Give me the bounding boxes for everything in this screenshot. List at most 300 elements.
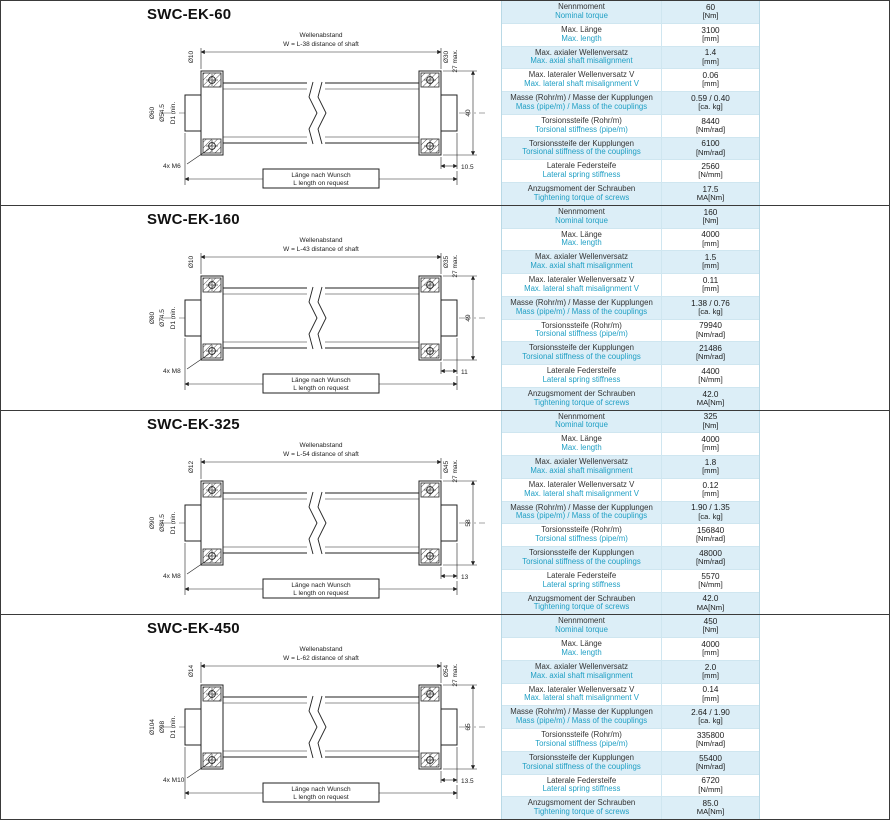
spec-label-cell	[502, 729, 662, 751]
spec-value: 1.38 / 0.76	[691, 298, 730, 308]
bolt-callout: 4x M8	[163, 367, 181, 375]
label-en: Max. length	[561, 647, 602, 657]
spec-value: 55400	[699, 753, 722, 763]
label-de: Laterale Federsteife	[546, 570, 617, 580]
dim-pilot-diameter: Ø30	[443, 50, 450, 64]
spec-value-cell	[662, 433, 759, 455]
label-de: Max. lateraler Wellenversatz V	[528, 275, 635, 285]
spec-row	[502, 69, 759, 92]
dim-wellenabstand-label: Wellenabstand	[299, 441, 343, 449]
label-en: Torsional stiffness of the couplings	[522, 761, 641, 771]
spec-unit: [Nm]	[702, 625, 719, 635]
label-en: Tightening torque of screws	[533, 807, 630, 817]
spec-row	[502, 547, 759, 570]
spec-value-cell	[662, 411, 759, 433]
label-de: Masse (Rohr/m) / Masse der Kupplungen	[510, 93, 653, 103]
spec-value: 335800	[696, 730, 725, 740]
label-en: Max. axial shaft misalignment	[530, 261, 633, 271]
dim-bore-diameter: Ø14	[188, 665, 195, 678]
label-en: Mass (pipe/m) / Mass of the couplings	[515, 306, 648, 316]
spec-value: 17.5	[702, 184, 719, 194]
spec-value-cell	[662, 502, 759, 524]
spec-unit: [mm]	[702, 261, 719, 271]
spec-label-cell	[502, 570, 662, 592]
spec-value: 42.0	[702, 389, 719, 399]
spec-table	[501, 1, 760, 205]
spec-row	[502, 320, 759, 343]
spec-unit: MA[Nm]	[696, 193, 725, 203]
spec-label-cell	[502, 206, 662, 228]
product-title: SWC-EK-60	[147, 6, 232, 23]
label-de: Torsionssteife der Kupplungen	[529, 138, 634, 148]
spec-label-cell	[502, 47, 662, 69]
label-en: Nominal torque	[555, 420, 608, 430]
spec-value-cell	[662, 706, 759, 728]
spec-row	[502, 661, 759, 684]
label-en: Max. axial shaft misalignment	[530, 670, 633, 680]
spec-value-cell	[662, 206, 759, 228]
label-en: Max. axial shaft misalignment	[530, 465, 633, 475]
label-en: Torsional stiffness of the couplings	[522, 352, 641, 362]
label-de: Laterale Federsteife	[546, 161, 617, 171]
dim-w-formula-label: W = L-38 distance of shaft	[283, 41, 359, 48]
spec-unit: MA[Nm]	[696, 397, 725, 407]
label-de: Anzugsmoment der Schrauben	[527, 593, 636, 603]
spec-value: 6100	[701, 139, 720, 149]
spec-value-cell	[662, 661, 759, 683]
dim-bore-diameter: Ø10	[188, 50, 195, 64]
leader-line	[187, 354, 209, 369]
spec-value-cell	[662, 547, 759, 569]
label-en: Max. lateral shaft misalignment V	[524, 693, 639, 703]
spec-unit: [Nm/rad]	[695, 147, 726, 157]
dim-bore-diameter: Ø10	[188, 255, 195, 268]
label-en: Max. lateral shaft misalignment V	[524, 283, 639, 293]
spec-label-cell	[502, 456, 662, 478]
spec-value-cell	[662, 365, 759, 387]
label-de: Max. lateraler Wellenversatz V	[528, 479, 635, 489]
spec-row	[502, 138, 759, 161]
spec-value: 156840	[696, 526, 725, 536]
coupling-drawing	[143, 431, 499, 611]
spec-row	[502, 797, 759, 819]
label-de: Max. Länge	[561, 24, 602, 34]
label-en: Max. length	[561, 33, 602, 43]
spec-label-cell	[502, 775, 662, 797]
label-de: Masse (Rohr/m) / Masse der Kupplungen	[510, 502, 653, 512]
spec-unit: [mm]	[702, 284, 719, 294]
label-de: Nennmoment	[558, 411, 605, 421]
spec-label-cell	[502, 684, 662, 706]
dim-max: 27 max.	[452, 663, 459, 687]
spec-unit: [ca. kg]	[698, 716, 723, 726]
dim-pilot-diameter: Ø54	[443, 665, 450, 678]
spec-label-cell	[502, 115, 662, 137]
spec-unit: [mm]	[702, 670, 719, 680]
spec-value-cell	[662, 638, 759, 660]
spec-row	[502, 433, 759, 456]
label-en: Torsional stiffness (pipe/m)	[535, 534, 628, 544]
spec-row	[502, 706, 759, 729]
label-de: Laterale Federsteife	[546, 366, 617, 376]
spec-value: 325	[703, 412, 718, 422]
spec-row	[502, 115, 759, 138]
label-de: Masse (Rohr/m) / Masse der Kupplungen	[510, 707, 653, 717]
spec-unit: [Nm/rad]	[695, 124, 726, 134]
label-en: Max. lateral shaft misalignment V	[524, 488, 639, 498]
length-label-de: Länge nach Wunsch	[291, 581, 351, 589]
spec-row	[502, 615, 759, 638]
spec-label-cell	[502, 661, 662, 683]
label-en: Nominal torque	[555, 625, 608, 635]
dim-bore-diameter: Ø12	[188, 460, 195, 473]
label-en: Lateral spring stiffness	[542, 579, 621, 589]
dim-w-formula-label: W = L-43 distance of shaft	[283, 245, 359, 253]
label-de: Max. axialer Wellenversatz	[534, 47, 629, 57]
spec-row	[502, 456, 759, 479]
spec-value: 0.14	[702, 685, 719, 695]
spec-row	[502, 411, 759, 434]
dim-d1-min: D1 min.	[170, 306, 177, 329]
spec-row	[502, 251, 759, 274]
length-label-de: Länge nach Wunsch	[291, 376, 351, 384]
spec-value: 0.11	[702, 275, 719, 285]
spec-value-cell	[662, 160, 759, 182]
label-en: Lateral spring stiffness	[542, 374, 621, 384]
dim-offset: 13.5	[461, 778, 474, 786]
spec-unit: [Nm/rad]	[695, 352, 726, 362]
dim-pilot-diameter: Ø45	[443, 460, 450, 473]
spec-value: 21486	[699, 344, 722, 354]
label-en: Lateral spring stiffness	[542, 170, 621, 180]
spec-row	[502, 297, 759, 320]
spec-value: 3100	[701, 25, 720, 35]
spec-label-cell	[502, 388, 662, 410]
label-de: Nennmoment	[558, 616, 605, 626]
label-de: Torsionssteife der Kupplungen	[529, 752, 634, 762]
label-en: Nominal torque	[555, 215, 608, 225]
label-de: Max. axialer Wellenversatz	[534, 661, 629, 671]
label-en: Torsional stiffness of the couplings	[522, 147, 641, 157]
spec-row	[502, 524, 759, 547]
dim-inner-diameter: Ø98	[159, 721, 166, 734]
spec-row	[502, 47, 759, 70]
length-label-en: L length on request	[293, 794, 349, 802]
right-shaft-stub	[441, 95, 457, 131]
spec-label-cell	[502, 297, 662, 319]
dim-pilot-diameter: Ø35	[443, 255, 450, 268]
length-label-en: L length on request	[293, 180, 349, 187]
spec-value-cell	[662, 524, 759, 546]
spec-value: 48000	[699, 548, 722, 558]
spec-label-cell	[502, 752, 662, 774]
label-en: Torsional stiffness of the couplings	[522, 556, 641, 566]
spec-row	[502, 775, 759, 798]
spec-unit: [Nm]	[702, 215, 719, 225]
spec-label-cell	[502, 251, 662, 273]
spec-value-cell	[662, 24, 759, 46]
spec-value: 1.4	[704, 48, 717, 58]
product-title: SWC-EK-325	[147, 415, 240, 433]
spec-value: 2.0	[704, 662, 717, 672]
spec-row	[502, 729, 759, 752]
spec-unit: [mm]	[702, 488, 719, 498]
spec-row	[502, 570, 759, 593]
left-shaft-stub	[185, 709, 201, 745]
spec-value: 2.64 / 1.90	[691, 708, 730, 718]
dim-inner-diameter: Ø84.5	[159, 513, 166, 532]
spec-row	[502, 92, 759, 115]
spec-value-cell	[662, 320, 759, 342]
label-en: Max. lateral shaft misalignment V	[524, 79, 639, 89]
length-label-en: L length on request	[293, 384, 349, 392]
length-label-de: Länge nach Wunsch	[291, 172, 351, 179]
section-swc-ek-60	[1, 1, 889, 206]
spec-unit: [Nm/rad]	[695, 329, 726, 339]
label-en: Tightening torque of screws	[533, 397, 630, 407]
spec-value: 1.8	[704, 457, 717, 467]
spec-value-cell	[662, 684, 759, 706]
label-en: Mass (pipe/m) / Mass of the couplings	[515, 101, 648, 111]
spec-label-cell	[502, 69, 662, 91]
spec-table	[501, 206, 760, 410]
spec-unit: [mm]	[702, 79, 719, 89]
label-de: Laterale Federsteife	[546, 775, 617, 785]
dim-d1-min: D1 min.	[170, 101, 177, 125]
dim-d1-min: D1 min.	[170, 716, 177, 739]
label-en: Mass (pipe/m) / Mass of the couplings	[515, 716, 648, 726]
spec-unit: [Nm/rad]	[695, 557, 726, 567]
coupling-drawing	[143, 21, 499, 201]
spec-unit: MA[Nm]	[696, 602, 725, 612]
spec-value: 5570	[701, 571, 720, 581]
label-de: Torsionssteife der Kupplungen	[529, 343, 634, 353]
spec-label-cell	[502, 706, 662, 728]
spec-row	[502, 684, 759, 707]
label-en: Torsional stiffness (pipe/m)	[535, 124, 628, 134]
product-title: SWC-EK-160	[147, 210, 240, 228]
spec-unit: [mm]	[702, 33, 719, 43]
spec-label-cell	[502, 524, 662, 546]
spec-row	[502, 638, 759, 661]
spec-value: 0.06	[702, 71, 719, 81]
label-en: Max. length	[561, 238, 602, 248]
spec-label-cell	[502, 320, 662, 342]
leader-line	[187, 559, 209, 574]
spec-value-cell	[662, 456, 759, 478]
label-de: Torsionssteife (Rohr/m)	[541, 320, 622, 330]
spec-unit: [ca. kg]	[698, 511, 723, 521]
spec-value: 1.5	[704, 253, 717, 263]
spec-unit: [mm]	[702, 648, 719, 658]
spec-row	[502, 502, 759, 525]
label-de: Anzugsmoment der Schrauben	[527, 388, 636, 398]
label-en: Torsional stiffness (pipe/m)	[535, 738, 628, 748]
spec-label-cell	[502, 274, 662, 296]
spec-value: 60	[705, 2, 716, 12]
spec-value-cell	[662, 1, 759, 23]
spec-table	[501, 615, 760, 819]
spec-row	[502, 1, 759, 24]
spec-row	[502, 274, 759, 297]
dim-height: 58	[465, 518, 472, 527]
spec-row	[502, 206, 759, 229]
section-swc-ek-160	[1, 206, 889, 411]
dim-wellenabstand-label: Wellenabstand	[299, 236, 343, 244]
spec-value-cell	[662, 274, 759, 296]
right-shaft-stub	[441, 709, 457, 745]
dim-wellenabstand-label: Wellenabstand	[299, 32, 343, 39]
spec-value-cell	[662, 92, 759, 114]
spec-value: 1.90 / 1.35	[691, 503, 730, 513]
label-de: Anzugsmoment der Schrauben	[527, 798, 636, 808]
spec-value: 0.12	[702, 480, 719, 490]
spec-label-cell	[502, 160, 662, 182]
spec-unit: [Nm]	[702, 11, 719, 21]
dim-w-formula-label: W = L-62 distance of shaft	[283, 655, 359, 663]
label-de: Nennmoment	[558, 206, 605, 216]
label-en: Tightening torque of screws	[533, 602, 630, 612]
spec-row	[502, 593, 759, 615]
label-de: Masse (Rohr/m) / Masse der Kupplungen	[510, 297, 653, 307]
left-shaft-stub	[185, 505, 201, 541]
label-en: Max. axial shaft misalignment	[530, 56, 633, 66]
spec-row	[502, 342, 759, 365]
spec-value-cell	[662, 342, 759, 364]
left-shaft-stub	[185, 95, 201, 131]
label-en: Torsional stiffness (pipe/m)	[535, 329, 628, 339]
spec-row	[502, 388, 759, 410]
dim-outer-diameter: Ø104	[149, 719, 156, 736]
dim-offset: 10.5	[461, 164, 474, 171]
spec-label-cell	[502, 24, 662, 46]
coupling-drawing	[143, 226, 499, 406]
spec-unit: [N/mm]	[698, 170, 723, 180]
spec-value-cell	[662, 183, 759, 205]
spec-label-cell	[502, 411, 662, 433]
section-swc-ek-325	[1, 411, 889, 616]
right-shaft-stub	[441, 300, 457, 336]
label-de: Torsionssteife (Rohr/m)	[541, 115, 622, 125]
spec-row	[502, 183, 759, 205]
label-de: Max. Länge	[561, 639, 602, 649]
spec-unit: [ca. kg]	[698, 306, 723, 316]
spec-value: 6720	[701, 776, 720, 786]
spec-label-cell	[502, 593, 662, 615]
label-de: Max. Länge	[561, 229, 602, 239]
right-shaft-stub	[441, 505, 457, 541]
section-swc-ek-450	[1, 615, 889, 819]
spec-row	[502, 365, 759, 388]
spec-unit: [ca. kg]	[698, 102, 723, 112]
spec-label-cell	[502, 638, 662, 660]
spec-value-cell	[662, 388, 759, 410]
spec-row	[502, 229, 759, 252]
spec-value-cell	[662, 229, 759, 251]
dim-outer-diameter: Ø80	[149, 311, 156, 324]
spec-value: 8440	[701, 116, 720, 126]
dim-outer-diameter: Ø60	[149, 106, 156, 120]
spec-value-cell	[662, 775, 759, 797]
spec-unit: [Nm/rad]	[695, 739, 726, 749]
length-label-de: Länge nach Wunsch	[291, 786, 351, 794]
label-en: Max. length	[561, 443, 602, 453]
label-de: Max. lateraler Wellenversatz V	[528, 70, 635, 80]
spec-unit: [mm]	[702, 443, 719, 453]
spec-unit: [Nm/rad]	[695, 534, 726, 544]
spec-unit: [mm]	[702, 693, 719, 703]
spec-value-cell	[662, 752, 759, 774]
dim-inner-diameter: Ø74.5	[159, 308, 166, 327]
spec-value-cell	[662, 797, 759, 819]
spec-value: 160	[703, 207, 718, 217]
spec-row	[502, 752, 759, 775]
bolt-callout: 4x M10	[163, 777, 185, 785]
dim-d1-min: D1 min.	[170, 511, 177, 534]
spec-value-cell	[662, 115, 759, 137]
label-de: Max. Länge	[561, 434, 602, 444]
spec-value-cell	[662, 251, 759, 273]
spec-value: 42.0	[702, 594, 719, 604]
dim-height: 65	[465, 723, 472, 731]
spec-value-cell	[662, 615, 759, 637]
spec-value-cell	[662, 570, 759, 592]
label-en: Nominal torque	[555, 10, 608, 20]
spec-label-cell	[502, 479, 662, 501]
spec-unit: [mm]	[702, 238, 719, 248]
spec-label-cell	[502, 615, 662, 637]
spec-value: 4000	[701, 435, 720, 445]
label-en: Mass (pipe/m) / Mass of the couplings	[515, 511, 648, 521]
spec-row	[502, 24, 759, 47]
label-de: Torsionssteife (Rohr/m)	[541, 730, 622, 740]
spec-label-cell	[502, 365, 662, 387]
left-shaft-stub	[185, 300, 201, 336]
spec-value-cell	[662, 138, 759, 160]
spec-value: 4000	[701, 639, 720, 649]
spec-value-cell	[662, 479, 759, 501]
spec-value: 4000	[701, 230, 720, 240]
leader-line	[187, 763, 209, 778]
spec-unit: [Nm/rad]	[695, 761, 726, 771]
label-de: Anzugsmoment der Schrauben	[527, 184, 636, 194]
coupling-drawing	[143, 635, 499, 815]
leader-line	[187, 149, 209, 164]
spec-value-cell	[662, 47, 759, 69]
spec-unit: MA[Nm]	[696, 807, 725, 817]
spec-unit: [N/mm]	[698, 375, 723, 385]
label-en: Tightening torque of screws	[533, 192, 630, 202]
spec-value: 2560	[701, 162, 720, 172]
label-en: Lateral spring stiffness	[542, 784, 621, 794]
label-de: Torsionssteife (Rohr/m)	[541, 525, 622, 535]
spec-value-cell	[662, 297, 759, 319]
product-title: SWC-EK-450	[147, 620, 240, 638]
dim-offset: 13	[461, 573, 469, 581]
dim-max: 27 max.	[452, 254, 459, 278]
spec-unit: [mm]	[702, 466, 719, 476]
spec-value-cell	[662, 593, 759, 615]
spec-label-cell	[502, 433, 662, 455]
dim-wellenabstand-label: Wellenabstand	[299, 646, 343, 654]
spec-unit: [N/mm]	[698, 579, 723, 589]
spec-table	[501, 411, 760, 615]
label-de: Torsionssteife der Kupplungen	[529, 548, 634, 558]
label-de: Nennmoment	[558, 2, 605, 12]
spec-label-cell	[502, 229, 662, 251]
spec-label-cell	[502, 1, 662, 23]
spec-label-cell	[502, 92, 662, 114]
